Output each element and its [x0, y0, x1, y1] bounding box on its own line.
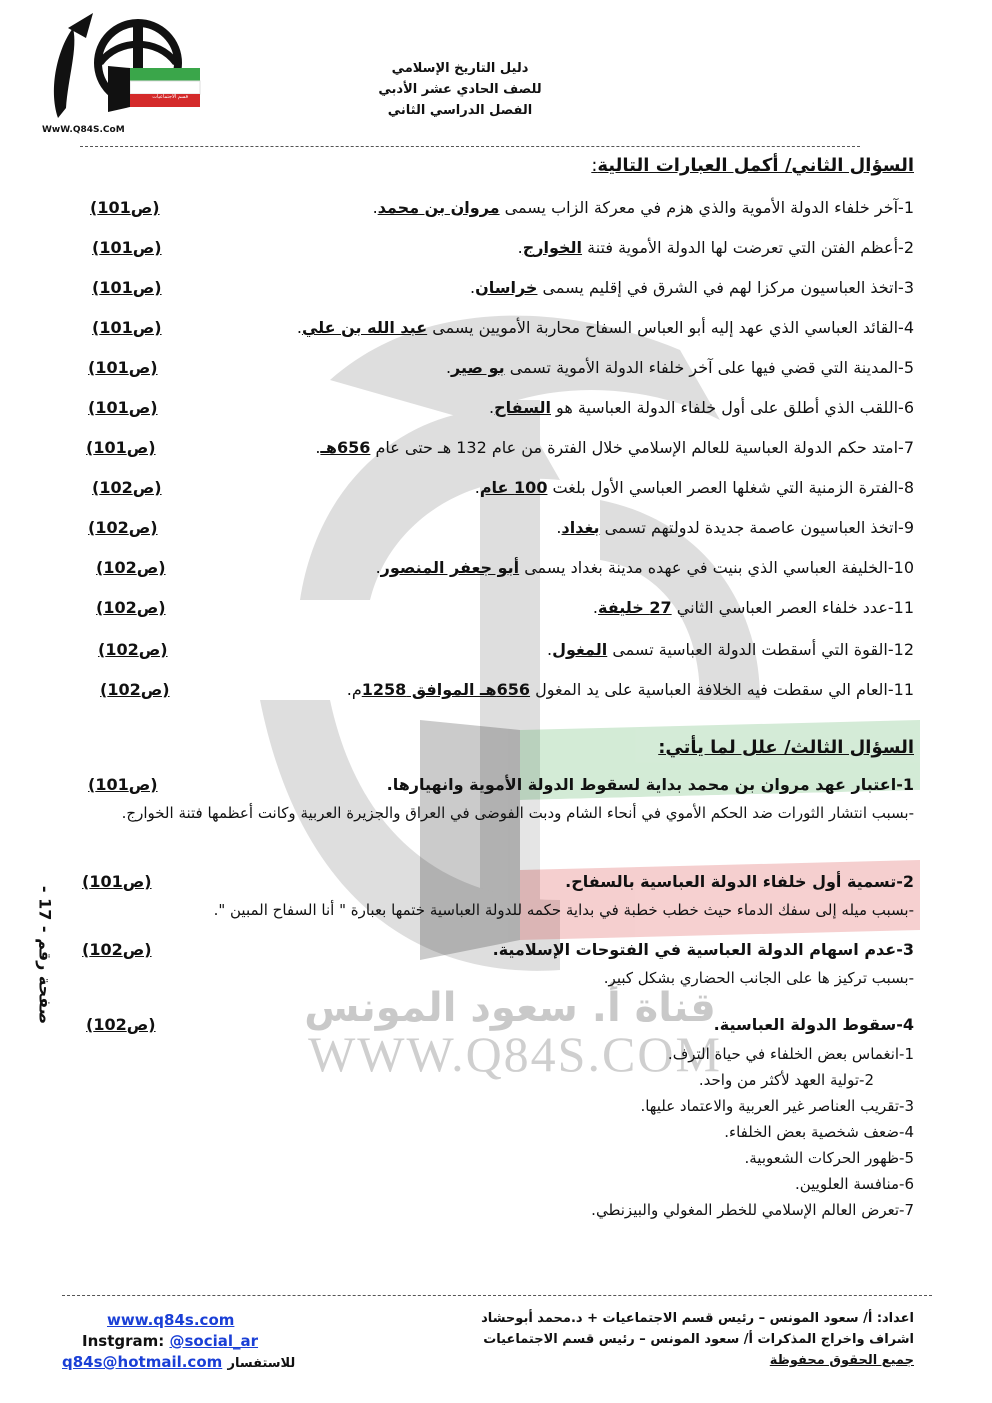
- item-ref: (ص101): [88, 358, 158, 377]
- item-prompt: 6-اللقب الذي أطلق على أول خلفاء الدولة العباسية هو: [550, 398, 914, 417]
- item-answer: السفاح: [494, 398, 551, 417]
- q1-row: [80, 775, 914, 803]
- q2-title: 2-تسمية أول خلفاء الدولة العباسية بالسفاح.: [565, 872, 914, 891]
- item-text: [556, 518, 914, 537]
- item-text: [489, 398, 914, 417]
- q4-title: 4-سقوط الدولة العباسية.: [713, 1015, 914, 1034]
- footer-rights: جميع الحقوق محفوظة: [769, 1353, 914, 1368]
- q4-ref: (ص102): [86, 1015, 156, 1034]
- item-ref: (ص101): [88, 398, 158, 417]
- section2-item: [80, 358, 914, 386]
- section2-item: [80, 398, 914, 426]
- page-number-label: [30, 880, 60, 1030]
- item-ref: (ص102): [88, 518, 158, 537]
- item-text: [446, 358, 914, 377]
- q3-title: 3-عدم اسهام الدولة العباسية في الفتوحات الإسلامية.: [492, 940, 914, 959]
- q4-row: [80, 1015, 914, 1043]
- item-prompt: 9-اتخذ العباسيون عاصمة جديدة لدولتهم تسمى: [599, 518, 914, 537]
- section2-item: [80, 598, 914, 626]
- item-text: [347, 680, 914, 699]
- item-ref: (ص101): [86, 438, 156, 457]
- list-item: 5-ظهور الحركات الشعوبية.: [744, 1149, 914, 1167]
- item-text: [470, 278, 914, 297]
- item-ref: (ص101): [90, 198, 160, 217]
- list-item: 2-تولية العهد لأكثر من واحد.: [698, 1071, 874, 1089]
- item-answer: 656هـ الموافق 1258: [361, 680, 531, 699]
- q1-ref: (ص101): [88, 775, 158, 794]
- inquiry-label: للاستفسار: [227, 1356, 296, 1371]
- email-link[interactable]: q84s@hotmail.com: [62, 1353, 223, 1371]
- site-logo: [38, 8, 208, 138]
- item-text: [315, 438, 914, 457]
- item-answer: 100 عام: [479, 478, 548, 497]
- item-answer: الخوارج: [522, 238, 583, 257]
- footer-credits: [394, 1308, 914, 1371]
- item-answer: 656هـ: [320, 438, 371, 457]
- section2-item: [80, 558, 914, 586]
- item-text: [373, 198, 914, 217]
- item-end: .: [375, 558, 381, 577]
- footer-prep: اعداد: أ/ سعود المونس – رئيس قسم الاجتماعيات + د.محمد أبوحشاد: [481, 1311, 914, 1326]
- watermark-name: قناة أ. سعود المونس: [304, 985, 716, 1031]
- item-answer: بغداد: [561, 518, 600, 537]
- item-end: .: [296, 318, 302, 337]
- q3-answer: -بسبب تركيز ها على الجانب الحضاري بشكل كبير.: [603, 969, 914, 987]
- document-header: [300, 58, 620, 121]
- list-item: 1-انغماس بعض الخلفاء في حياة الترف.: [667, 1045, 914, 1063]
- q3-row: [80, 940, 914, 968]
- item-ref: (ص102): [98, 640, 168, 659]
- section2-item: [80, 438, 914, 466]
- list-item: 4-ضعف شخصية بعض الخلفاء.: [724, 1123, 914, 1141]
- item-answer: بو صير: [451, 358, 505, 377]
- item-end: .: [315, 438, 321, 457]
- item-prompt: 3-اتخذ العباسيون مركزا لهم في الشرق في إقليم يسمى: [537, 278, 914, 297]
- list-item: 6-منافسة العلويين.: [794, 1175, 914, 1193]
- header-line-3: الفصل الدراسي الثاني: [387, 103, 533, 118]
- footer-divider: [62, 1295, 932, 1296]
- item-ref: (ص102): [96, 558, 166, 577]
- item-text: [593, 598, 914, 617]
- item-answer: 27 خليفة: [597, 598, 672, 617]
- item-end: .: [489, 398, 495, 417]
- q3-ref: (ص102): [82, 940, 152, 959]
- watermark-site: WWW.Q84S.COM: [308, 1026, 722, 1082]
- item-prompt: 10-الخليفة العباسي الذي بنيت في عهده مدينة بغداد يسمى: [519, 558, 914, 577]
- section3-title: السؤال الثالث/ علل لما يأتي:: [658, 737, 914, 758]
- q1-answer: -بسبب انتشار الثورات ضد الحكم الأموي في أنحاء الشام ودبت الفوضى في العراق والجزيرة العربية وكانت أعظمها فتنة الخوارج.: [121, 804, 914, 822]
- item-ref: (ص102): [92, 478, 162, 497]
- header-divider: [80, 146, 860, 147]
- page-number-text: صفحة رقم - 17 -: [35, 885, 55, 1025]
- item-ref: (ص102): [96, 598, 166, 617]
- item-prompt: 5-المدينة التي قضي فيها على آخر خلفاء الدولة الأموية تسمى: [504, 358, 914, 377]
- item-text: [475, 478, 914, 497]
- item-ref: (ص101): [92, 278, 162, 297]
- item-text: [376, 558, 914, 577]
- item-ref: (ص102): [100, 680, 170, 699]
- item-ref: (ص101): [92, 318, 162, 337]
- section2-item: [80, 518, 914, 546]
- section2-title: [591, 155, 914, 176]
- section2-title-suffix: :: [591, 155, 598, 176]
- item-ref: (ص101): [92, 238, 162, 257]
- item-text: [547, 640, 914, 659]
- item-prompt: 4-القائد العباسي الذي عهد إليه أبو العباس السفاح محاربة الأمويين يسمى: [427, 318, 914, 337]
- item-end: .: [470, 278, 476, 297]
- q1-title: 1-اعتبار عهد مروان بن محمد بداية لسقوط الدولة الأموية وانهيارها.: [386, 775, 914, 794]
- item-answer: المغول: [552, 640, 608, 659]
- item-answer: أبو جعفر المنصور: [380, 558, 520, 577]
- item-text: [297, 318, 914, 337]
- item-end: .: [445, 358, 452, 377]
- item-end: .: [474, 478, 480, 497]
- item-end: .: [592, 598, 598, 617]
- item-prompt: 12-القوة التي أسقطت الدولة العباسية تسمى: [607, 640, 914, 659]
- item-text: [518, 238, 914, 257]
- item-end: .: [517, 238, 523, 257]
- section2-item: [80, 318, 914, 346]
- section2-title-text: السؤال الثاني/ أكمل العبارات التالية: [597, 155, 914, 176]
- section2-item: [80, 478, 914, 506]
- item-end: .: [546, 640, 553, 659]
- header-line-1: دليل التاريخ الإسلامي: [391, 61, 529, 76]
- item-end: م.: [346, 680, 362, 699]
- q2-ref: (ص101): [82, 872, 152, 891]
- instagram-link[interactable]: @social_ar: [169, 1332, 259, 1350]
- section2-item: [80, 238, 914, 266]
- item-prompt: 11-العام الي سقطت فيه الخلافة العباسية على يد المغول: [530, 680, 914, 699]
- list-item: 3-تقريب العناصر غير العربية والاعتماد عليها.: [640, 1097, 914, 1115]
- footer-supervise: اشراف واخراج المذكرات أ/ سعود المونس – رئيس قسم الاجتماعيات: [483, 1332, 914, 1347]
- q2-row: [80, 872, 914, 900]
- section2-item: [80, 198, 914, 226]
- section2-item: [80, 278, 914, 306]
- item-answer: مروان بن محمد: [377, 198, 500, 217]
- header-line-2: للصف الحادي عشر الأدبي: [378, 82, 542, 97]
- section2-item: [80, 640, 914, 668]
- logo-caption: WwW.Q84S.CoM: [42, 125, 125, 135]
- item-prompt: 8-الفترة الزمنية التي شغلها العصر العباسي الأول بلغت: [547, 478, 914, 497]
- item-end: .: [372, 198, 378, 217]
- item-end: .: [556, 518, 562, 537]
- item-prompt: 7-امتد حكم الدولة العباسية للعالم الإسلامي خلال الفترة من عام 132 هـ حتى عام: [370, 438, 914, 457]
- instagram-label: Instgram:: [82, 1332, 170, 1350]
- item-prompt: 2-أعظم الفتن التي تعرضت لها الدولة الأموية فتنة: [582, 238, 914, 257]
- section2-item: [80, 680, 914, 708]
- logo-inner-text: قسم الاجتماعيات: [152, 94, 188, 100]
- q4-reasons-list: [414, 1041, 914, 1223]
- item-answer: عبد الله بن علي: [301, 318, 428, 337]
- website-link[interactable]: www.q84s.com: [107, 1311, 235, 1329]
- footer-contacts: [62, 1310, 322, 1374]
- logo-emblem-icon: [38, 8, 208, 128]
- item-prompt: 11-عدد خلفاء العصر العباسي الثاني: [671, 598, 914, 617]
- item-answer: خراسان: [475, 278, 538, 297]
- item-prompt: 1-آخر خلفاء الدولة الأموية والذي هزم في معركة الزاب يسمى: [499, 198, 914, 217]
- list-item: 7-تعرض العالم الإسلامي للخطر المغولي والبيزنطي.: [591, 1201, 914, 1219]
- q2-answer: -بسبب ميله إلى سفك الدماء حيث خطب خطبة في بداية حكمه للدولة العباسية ختمها بعبارة " أنا السفاح المبين ".: [213, 901, 914, 919]
